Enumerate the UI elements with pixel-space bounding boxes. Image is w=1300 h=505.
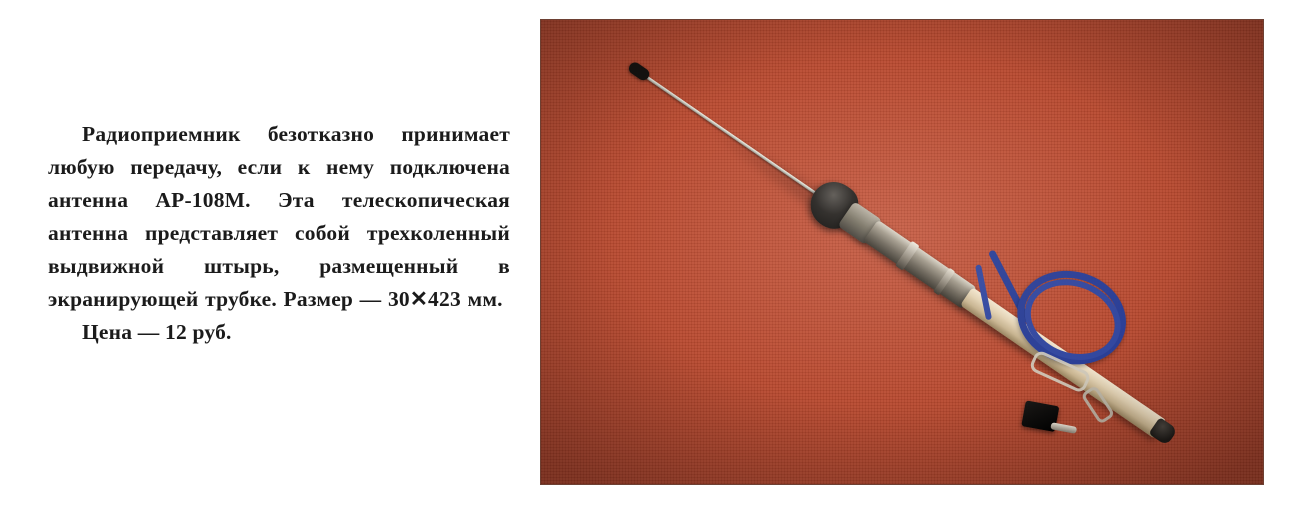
photo-frame bbox=[540, 19, 1264, 485]
body-paragraph: Радиоприемник безотказно принимает любую передачу, если к нему подключена антенна АР-108М. Эта телескопическая антенна представляет собой трехколенный выдвижной штырь, размещенный в экранирующей трубке. Размер — 30✕423 мм. bbox=[48, 122, 510, 311]
price-paragraph: Цена — 12 руб. bbox=[82, 320, 232, 344]
antenna-assembly bbox=[596, 19, 1208, 485]
plug-pin bbox=[1050, 422, 1077, 434]
text-column bbox=[0, 0, 540, 505]
product-photo bbox=[540, 19, 1264, 485]
metal-shield-tube bbox=[863, 220, 977, 309]
telescopic-whip bbox=[636, 68, 827, 201]
